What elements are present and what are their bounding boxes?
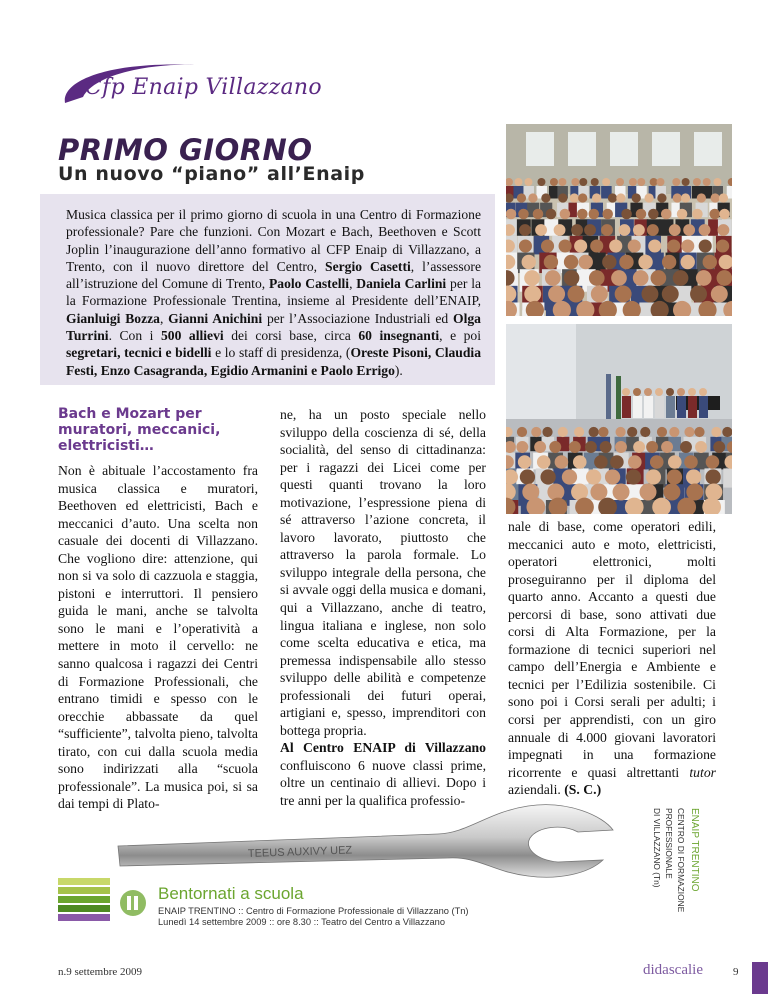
vertical-line-4: DI VILLAZZANO (Tn) bbox=[652, 808, 662, 888]
lead-text: . Con i bbox=[108, 328, 161, 344]
body-column-3-end: aziendali. bbox=[508, 782, 565, 798]
enaip-emblem-icon bbox=[118, 888, 148, 918]
ad-banner bbox=[58, 790, 703, 928]
wrench-engraving: TEEUS AUXIVY UEZ bbox=[247, 844, 353, 860]
wrench-icon bbox=[58, 790, 618, 880]
lead-text: , bbox=[159, 310, 169, 326]
lead-text: per la la Formazione Professionale Trentina, insieme al Presidente dell’ENAIP, bbox=[66, 276, 482, 309]
body-column-2-continued: confluiscono 6 nuove classi prime, oltre un centinaio di allievi. Dopo i tre anni per la qualifica professio- bbox=[280, 757, 486, 809]
page-tab bbox=[752, 962, 768, 994]
footer-issue: n.9 settembre 2009 bbox=[58, 966, 143, 978]
lead-bold-name: Olga Turrini bbox=[66, 310, 481, 344]
lead-bold-name: Daniela Carlini bbox=[356, 276, 447, 292]
footer-section: didascalie bbox=[643, 962, 703, 978]
ad-vertical-credit bbox=[612, 808, 702, 918]
ad-info-line-2: Lunedì 14 settembre 2009 :: ore 8.30 :: Teatro del Centro a Villazzano bbox=[158, 917, 446, 927]
lead-paragraph bbox=[40, 194, 495, 385]
vertical-line-1: ENAIP TRENTINO bbox=[689, 808, 700, 892]
photo-piano-concert bbox=[506, 324, 732, 514]
photo-students-audience bbox=[506, 124, 732, 316]
lead-text: dei corsi base, circa bbox=[223, 328, 359, 344]
ad-title: Bentornati a scuola bbox=[158, 884, 304, 903]
lead-text: Musica classica per il primo giorno di scuola in una Centro di Formazione professionale? Pare che funzioni. Con Mozart e Bach, Beethoven e Scott Joplin l’inaugurazione dell’anno formativo al CFP Enaip di Villazzano, a Trento, con il nuovo direttore del Centro, bbox=[66, 207, 481, 274]
ad-info-line-1: ENAIP TRENTINO :: Centro di Formazione Professionale di Villazzano (Tn) bbox=[158, 906, 469, 916]
centro-enaip-lead-in: Al Centro ENAIP di Villazzano bbox=[280, 740, 486, 756]
tutor-italic: tutor bbox=[689, 764, 716, 780]
vertical-line-3: PROFESSIONALE bbox=[664, 808, 674, 879]
body-column-1: Non è abituale l’accostamento fra musica classica e muratori, Beethoven ed elettricisti, Bach e meccanici d’auto. Una scelta non casuale dei docenti di Villazzano. Che vogliono dire: attenzione, qui non si va solo di cazzuola e staggia, pistoni e interruttori. Il pensiero guida le mani, anche se talvolta sono le mani e l’operatività a mettere in moto il cervello: ne sanno qualcosa i ragazzi dei Centri di Formazione Professionali, che entrano timidi e spesso con le orecchie abbassate da quel “sufficiente”, talvolta pieno, talvolta tirato, con cui dalla scuola media sono indirizzati alla “scuola professionale”. La musica poi, si sa dai tempi di Plato- bbox=[58, 463, 258, 812]
lead-bold-name: 60 insegnanti bbox=[358, 328, 440, 344]
lead-text: , bbox=[349, 276, 357, 292]
section-heading: Bach e Mozart per muratori, meccanici, elettricisti… bbox=[58, 406, 221, 454]
lead-bold-name: Gianni Anichini bbox=[168, 310, 263, 326]
body-column-2 bbox=[280, 406, 486, 810]
lead-bold-name: segretari, tecnici e bidelli bbox=[66, 345, 212, 361]
lead-bold-name: Oreste Pisoni, Claudia Festi, Enzo Casagranda, Egidio Armanini e Paolo Errigo bbox=[66, 345, 481, 378]
body-column-2-text: ne, ha un posto speciale nello sviluppo della coscienza di sé, della socialità, del senso di cittadinanza: per i ragazzi dei Licei come per questi quanti trovano la loro motivazione, l’espressione piena di sé attraverso l’azione concreta, il lavoro lavorato, piuttosto che attraverso la parola formale. Lo sviluppo integrale della persona, che si avvale oggi della musica e domani, qui a Villazzano, anche di teatro, lingua italiana e inglese, non solo come scelta educativa e etica, ma premessa indispensabile allo stesso sviluppo delle abilità e competenze professionali dei futuri operai, artigiani e, spesso, imprenditori con bottega propria. bbox=[280, 407, 486, 738]
lead-text: , e poi bbox=[439, 328, 482, 344]
lead-bold-name: Paolo Castelli bbox=[268, 276, 350, 292]
body-column-3-text: nale di base, come operatori edili, meccanici auto e moto, elettricisti, operatori elettronici, molti proseguiranno per il diploma del quarto anno. Accanto a questi due percorsi di base, sono attivati due corsi di Alta Formazione, per la formazione di tecnici superiori nel campo dell’Energia e Ambiente e tecnici per l’Edilizia sostenibile. Ci sono poi i Corsi serali per adulti; i corsi per apprendisti, con un giro annuale di 4.000 giovani lavoratori impegnati in una formazione ricorrente e quasi altrettanti bbox=[508, 519, 716, 780]
article-subtitle: Un nuovo “piano” all’Enaip bbox=[58, 163, 365, 185]
ad-stripes bbox=[58, 878, 110, 922]
lead-text: e lo staff di presidenza, ( bbox=[211, 345, 351, 361]
article-title: PRIMO GIORNO bbox=[58, 133, 313, 167]
body-column-3 bbox=[508, 518, 716, 799]
page-number: 9 bbox=[733, 966, 739, 978]
lead-bold-name: Gianluigi Bozza bbox=[66, 310, 160, 326]
lead-text: per l’Associazione Industriali ed bbox=[262, 310, 454, 326]
lead-text: ). bbox=[394, 362, 403, 378]
logo-text: Cfp Enaip Villazzano bbox=[85, 75, 322, 100]
lead-bold-name: 500 allievi bbox=[161, 328, 224, 344]
lead-bold-name: Sergio Casetti bbox=[325, 258, 411, 274]
lead-text: , l’assessore all’istruzione del Comune di Trento, bbox=[66, 258, 481, 292]
enaip-logo bbox=[55, 55, 322, 115]
vertical-line-2: CENTRO DI FORMAZIONE bbox=[676, 808, 686, 913]
author-signature: (S. C.) bbox=[564, 782, 602, 798]
